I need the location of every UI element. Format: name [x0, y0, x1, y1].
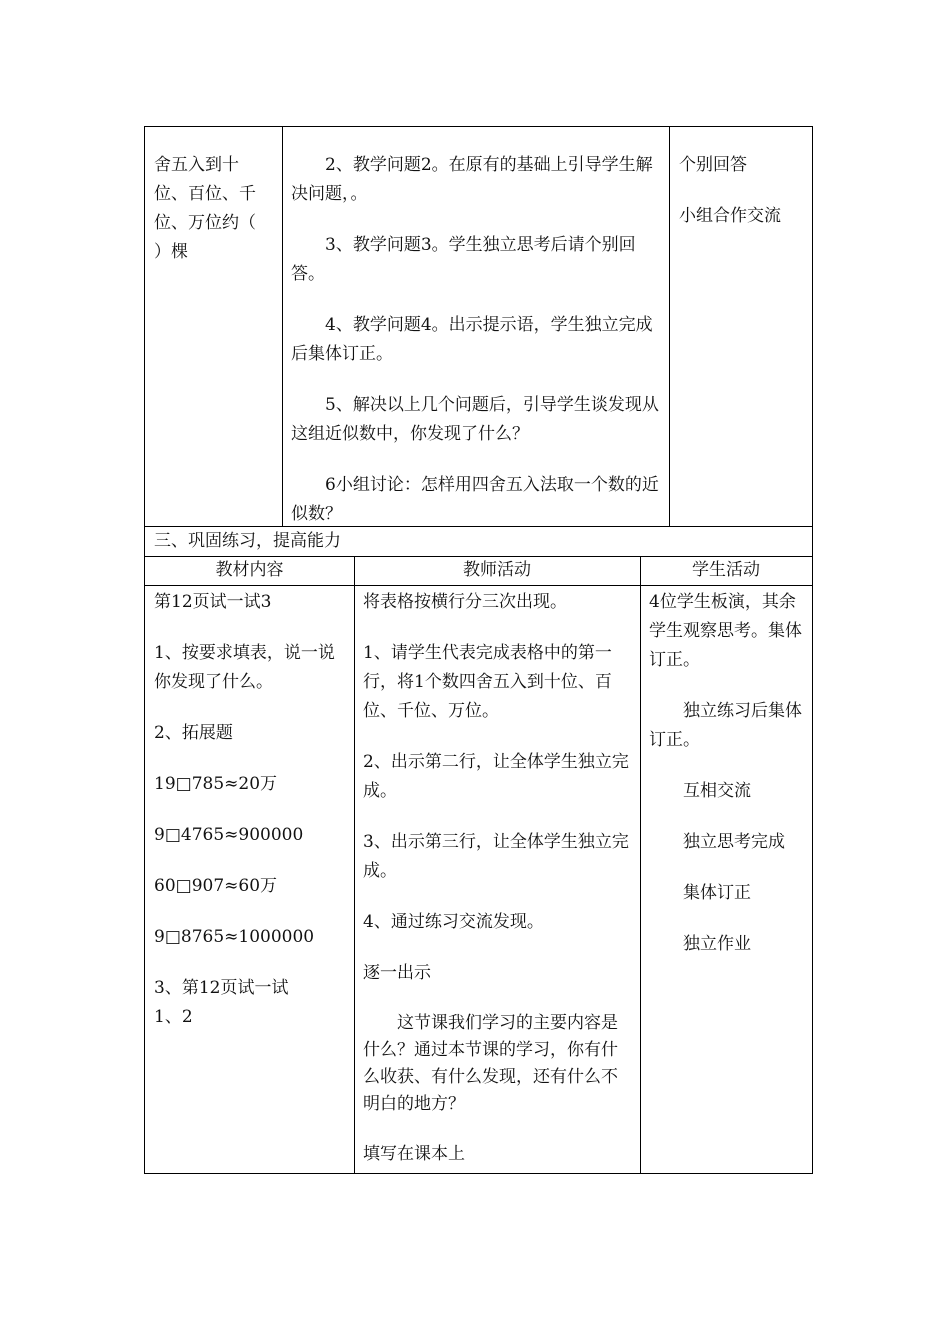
sec2-student-para: 小组合作交流 — [679, 206, 781, 226]
header-cell-student — [640, 556, 813, 586]
section3-title-cell — [144, 526, 813, 557]
sec3-textbook-para: 9□4765≈900000 — [154, 825, 304, 845]
sec3-student-para: 独立思考完成 — [683, 832, 785, 852]
sec2-teacher-cell — [282, 126, 670, 527]
sec2-teacher-para: 3、教学问题3。学生独立思考后请个别回答。 — [291, 235, 636, 284]
sec3-student-para: 互相交流 — [683, 781, 751, 801]
sec3-textbook-para: 3、第12页试一试1、2 — [154, 978, 289, 1027]
sec3-teacher-para: 1、请学生代表完成表格中的第一行，将1个数四舍五入到十位、百位、千位、万位。 — [363, 643, 612, 721]
header-textbook: 教材内容 — [215, 560, 284, 580]
sec3-student-para: 4位学生板演，其余学生观察思考。集体订正。 — [649, 592, 802, 670]
sec3-textbook-para: 9□8765≈1000000 — [154, 927, 315, 947]
sec3-textbook-para: 60□907≈60万 — [154, 876, 278, 896]
header-cell-textbook — [144, 556, 355, 586]
sec2-teacher-para: 5、解决以上几个问题后，引导学生谈发现从这组近似数中，你发现了什么？ — [291, 395, 659, 444]
sec2-col1-line: 舍五入到十 — [154, 155, 239, 175]
sec2-teacher-para: 2、教学问题2。在原有的基础上引导学生解决问题，。 — [291, 155, 653, 204]
sec3-teacher-para: 逐一出示 — [363, 963, 431, 983]
sec2-teacher-para: 6小组讨论：怎样用四舍五入法取一个数的近似数？ — [291, 475, 659, 524]
sec2-teacher-para: 4、教学问题4。出示提示语，学生独立完成后集体订正。 — [291, 315, 653, 364]
sec2-student-para: 个别回答 — [679, 155, 747, 175]
sec3-teacher-para: 填写在课本上 — [363, 1144, 465, 1164]
sec2-student-cell — [669, 126, 813, 527]
sec3-textbook-para: 1、按要求填表，说一说你发现了什么。 — [154, 643, 335, 692]
sec3-student-para: 独立练习后集体订正。 — [649, 701, 802, 750]
sec3-student-para: 独立作业 — [683, 934, 751, 954]
sec2-col1-cell — [144, 126, 283, 527]
sec3-textbook-cell — [144, 585, 355, 1174]
sec3-textbook-para: 19□785≈20万 — [154, 774, 278, 794]
header-teacher: 教师活动 — [463, 560, 531, 580]
sec3-student-cell — [640, 585, 813, 1174]
sec2-col1-line: 位、百位、千 — [154, 184, 256, 204]
sec3-textbook-para: 2、拓展题 — [154, 723, 233, 743]
header-cell-teacher — [354, 556, 641, 586]
sec2-col1-line: 位、万位约（ — [154, 213, 256, 233]
sec3-teacher-cell — [354, 585, 641, 1174]
section3-title: 三、巩固练习，提高能力 — [154, 531, 341, 551]
sec3-teacher-para: 这节课我们学习的主要内容是什么？通过本节课的学习，你有什么收获、有什么发现，还有什么不明白的地方？ — [363, 1013, 618, 1114]
sec3-student-para: 集体订正 — [683, 883, 751, 903]
sec3-teacher-para: 将表格按横行分三次出现。 — [363, 592, 567, 612]
sec2-col1-line: ）棵 — [154, 242, 188, 262]
sec3-teacher-para: 4、通过练习交流发现。 — [363, 912, 544, 932]
sec3-teacher-para: 3、出示第三行，让全体学生独立完成。 — [363, 832, 629, 881]
sec3-teacher-para: 2、出示第二行，让全体学生独立完成。 — [363, 752, 629, 801]
sec3-textbook-para: 第12页试一试3 — [154, 592, 272, 612]
header-student: 学生活动 — [692, 560, 760, 580]
